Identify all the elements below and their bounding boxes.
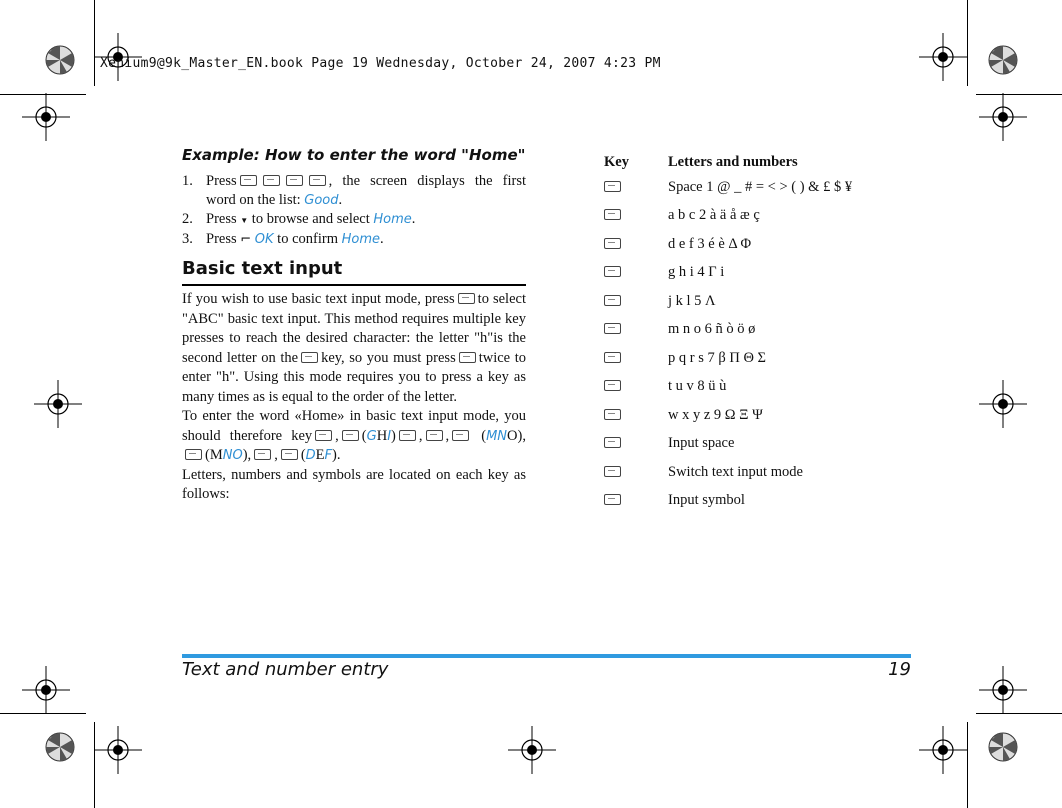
key-0-icon bbox=[604, 437, 621, 448]
softkey-left-icon: ⌐ bbox=[240, 232, 252, 247]
registration-cross-mark bbox=[979, 666, 1027, 714]
step-2: 2. Press ▼ to browse and select Home. bbox=[182, 211, 416, 227]
key-characters: a b c 2 à ä å æ ç bbox=[668, 207, 760, 224]
key-6-icon bbox=[452, 430, 469, 441]
step-1: 1. Press , the screen displays the first word on the list: Good. bbox=[182, 173, 526, 208]
table-row bbox=[604, 316, 852, 345]
key-3-icon bbox=[281, 449, 298, 460]
table-row bbox=[604, 487, 852, 516]
table-row bbox=[604, 230, 852, 259]
menu-word-good: Good bbox=[304, 193, 339, 208]
table-row bbox=[604, 173, 852, 202]
key-hash-icon bbox=[604, 494, 621, 505]
table-row bbox=[604, 401, 852, 430]
color-star-mark bbox=[989, 733, 1017, 761]
key-1-icon bbox=[604, 181, 621, 192]
key-characters: t u v 8 ü ù bbox=[668, 378, 727, 395]
table-row bbox=[604, 430, 852, 459]
page-number: 19 bbox=[888, 659, 911, 680]
section-rule bbox=[182, 284, 526, 286]
key-table bbox=[604, 151, 852, 515]
key-3-icon bbox=[309, 175, 326, 186]
registration-cross-mark bbox=[34, 380, 82, 428]
basic-input-body bbox=[182, 290, 526, 505]
key-characters: Input space bbox=[668, 435, 735, 452]
key-6-icon bbox=[286, 175, 303, 186]
key-star-icon bbox=[604, 466, 621, 477]
key-4-icon bbox=[301, 352, 318, 363]
registration-cross-mark bbox=[508, 726, 556, 774]
table-row bbox=[604, 373, 852, 402]
key-8-icon bbox=[604, 380, 621, 391]
registration-cross-mark bbox=[22, 666, 70, 714]
color-star-mark bbox=[989, 46, 1017, 74]
registration-cross-mark bbox=[919, 726, 967, 774]
key-7-icon bbox=[604, 352, 621, 363]
key-characters: m n o 6 ñ ò ö ø bbox=[668, 321, 756, 338]
key-characters: Switch text input mode bbox=[668, 463, 803, 480]
menu-word-home: Home bbox=[373, 212, 412, 227]
key-4-icon bbox=[240, 175, 257, 186]
table-row bbox=[604, 287, 852, 316]
table-row bbox=[604, 259, 852, 288]
key-star-icon bbox=[458, 293, 475, 304]
key-6-icon bbox=[604, 323, 621, 334]
key-characters: j k l 5 Λ bbox=[668, 292, 716, 309]
key-6-icon bbox=[263, 175, 280, 186]
column-header-key: Key bbox=[604, 153, 629, 170]
key-4-icon bbox=[459, 352, 476, 363]
key-4-icon bbox=[604, 266, 621, 277]
key-characters: Space 1 @ _ # = < > ( ) & £ $ ¥ bbox=[668, 178, 853, 195]
key-characters: g h i 4 Γ i bbox=[668, 264, 725, 281]
key-3-icon bbox=[604, 238, 621, 249]
key-5-icon bbox=[604, 295, 621, 306]
footer-rule bbox=[182, 654, 911, 658]
registration-cross-mark bbox=[919, 33, 967, 81]
registration-cross-mark bbox=[22, 93, 70, 141]
key-3-icon bbox=[254, 449, 271, 460]
section-title: Basic text input bbox=[182, 258, 343, 279]
table-row bbox=[604, 202, 852, 231]
column-header-letters: Letters and numbers bbox=[668, 153, 798, 170]
example-steps bbox=[182, 172, 526, 249]
key-6-icon bbox=[399, 430, 416, 441]
color-star-mark bbox=[46, 733, 74, 761]
nav-down-icon: ▼ bbox=[240, 216, 249, 225]
color-star-mark bbox=[46, 46, 74, 74]
menu-word-home: Home bbox=[341, 232, 380, 247]
footer-section-title: Text and number entry bbox=[182, 659, 389, 680]
example-title: Example: How to enter the word "Home" bbox=[182, 146, 526, 164]
table-row bbox=[604, 458, 852, 487]
key-6-icon bbox=[185, 449, 202, 460]
table-header bbox=[604, 151, 852, 173]
table-body bbox=[604, 173, 852, 515]
table-row bbox=[604, 344, 852, 373]
key-characters: d e f 3 é è Δ Φ bbox=[668, 235, 752, 252]
paragraph: If you wish to use basic text input mode, press to select "ABC" basic text input. This method requires multiple key presses to reach the desired character: the letter "h"is the second letter on the key, so you must press twice to enter "h". Using this mode requires you to press a key as many times as is equal to the order of the letter. bbox=[182, 291, 526, 405]
key-9-icon bbox=[604, 409, 621, 420]
registration-cross-mark bbox=[979, 380, 1027, 428]
key-characters: Input symbol bbox=[668, 492, 745, 509]
key-characters: p q r s 7 β Π Θ Σ bbox=[668, 349, 766, 366]
menu-word-ok: OK bbox=[254, 232, 274, 247]
key-characters: w x y z 9 Ω Ξ Ψ bbox=[668, 406, 763, 423]
registration-cross-mark bbox=[94, 726, 142, 774]
paragraph: To enter the word «Home» in basic text input mode, you should therefore key , (GHI) , , (MNO),(MNO), , (DEF). bbox=[182, 408, 526, 463]
registration-cross-mark bbox=[979, 93, 1027, 141]
print-header: Xenium9@9k_Master_EN.book Page 19 Wednesday, October 24, 2007 4:23 PM bbox=[100, 56, 661, 71]
key-4-icon bbox=[315, 430, 332, 441]
step-3: 3. Press ⌐ OK to confirm Home. bbox=[182, 231, 384, 247]
paragraph: Letters, numbers and symbols are located on each key as follows: bbox=[182, 466, 526, 502]
key-2-icon bbox=[604, 209, 621, 220]
key-6-icon bbox=[426, 430, 443, 441]
key-4-icon bbox=[342, 430, 359, 441]
